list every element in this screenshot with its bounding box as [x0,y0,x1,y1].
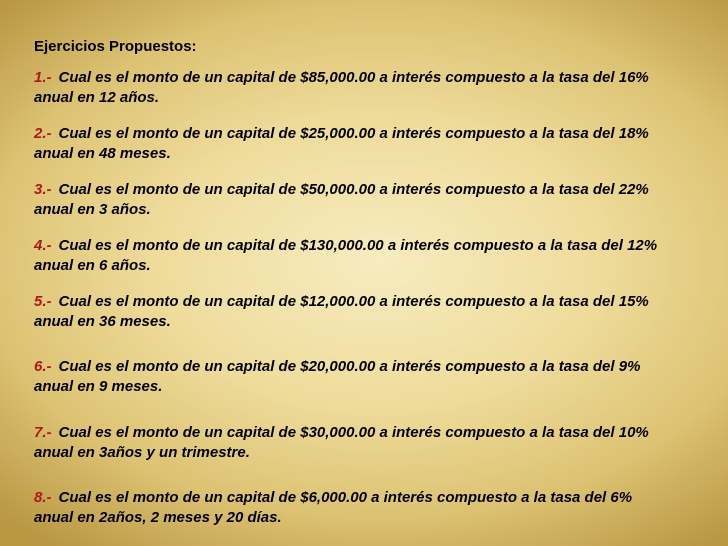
exercise-line-1: Cual es el monto de un capital de $25,000.00 a interés compuesto a la tasa del 18% [58,125,649,142]
exercise-line-2: anual en 36 meses. [34,313,171,330]
exercise-line-2: anual en 2años, 2 meses y 20 días. [34,509,282,526]
exercise-8 [34,488,714,528]
exercise-number: 7.- [34,424,52,441]
exercise-number: 8.- [34,489,52,506]
exercise-number: 1.- [34,69,52,86]
exercise-4 [34,236,714,276]
exercise-line-2: anual en 48 meses. [34,145,171,162]
exercise-line-2: anual en 3años y un trimestre. [34,444,250,461]
exercise-line-1: Cual es el monto de un capital de $85,000.00 a interés compuesto a la tasa del 16% [58,69,649,86]
exercise-line-1: Cual es el monto de un capital de $6,000.00 a interés compuesto a la tasa del 6% [58,489,633,506]
exercise-6 [34,357,714,397]
exercise-line-2: anual en 9 meses. [34,378,163,395]
exercise-number: 5.- [34,293,52,310]
exercise-7 [34,423,714,463]
exercise-2 [34,124,714,164]
exercise-number: 6.- [34,358,52,375]
exercise-line-1: Cual es el monto de un capital de $50,000.00 a interés compuesto a la tasa del 22% [58,181,649,198]
exercise-line-2: anual en 12 años. [34,89,160,106]
exercise-5 [34,292,714,332]
exercise-line-1: Cual es el monto de un capital de $12,000.00 a interés compuesto a la tasa del 15% [58,293,649,310]
exercise-line-1: Cual es el monto de un capital de $130,000.00 a interés compuesto a la tasa del 12% [58,237,658,254]
exercise-3 [34,180,714,220]
exercise-line-2: anual en 6 años. [34,257,151,274]
exercise-number: 3.- [34,181,52,198]
page-title: Ejercicios Propuestos: [34,38,197,55]
exercise-line-1: Cual es el monto de un capital de $20,000.00 a interés compuesto a la tasa del 9% [58,358,641,375]
exercise-number: 2.- [34,125,52,142]
exercise-1 [34,68,714,108]
exercise-number: 4.- [34,237,52,254]
exercise-line-2: anual en 3 años. [34,201,151,218]
exercise-line-1: Cual es el monto de un capital de $30,000.00 a interés compuesto a la tasa del 10% [58,424,649,441]
